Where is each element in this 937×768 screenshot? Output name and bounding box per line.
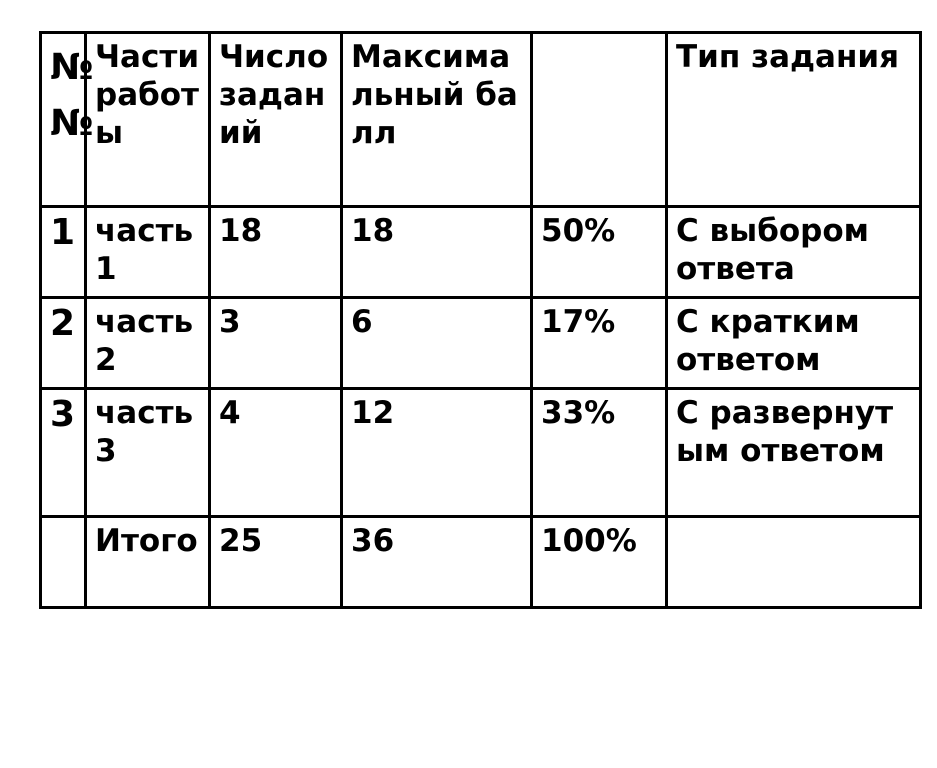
table-row	[41, 298, 921, 389]
row-part	[86, 298, 210, 389]
row-part	[86, 207, 210, 298]
header-part	[86, 33, 210, 207]
row-max-score: 6	[342, 298, 532, 389]
total-type	[667, 517, 921, 608]
row-max-score: 18	[342, 207, 532, 298]
header-max-score	[342, 33, 532, 207]
header-max-score-label: Максимальный балл	[351, 39, 518, 151]
row-part	[86, 389, 210, 517]
total-row	[41, 517, 921, 608]
row-percent: 33%	[532, 389, 667, 517]
total-number	[41, 517, 86, 608]
row-count: 18	[210, 207, 342, 298]
header-type	[667, 33, 921, 207]
table-row	[41, 207, 921, 298]
row-part-label: часть 2	[95, 304, 194, 378]
total-count: 25	[210, 517, 342, 608]
header-number: № №	[41, 33, 86, 207]
header-count	[210, 33, 342, 207]
header-part-label: Части работы	[95, 39, 200, 151]
row-count: 3	[210, 298, 342, 389]
header-count-label: Число заданий	[219, 39, 329, 151]
row-type: С выбором ответа	[667, 207, 921, 298]
row-number: 1	[41, 207, 86, 298]
row-part-label: часть 1	[95, 213, 194, 287]
total-max-score: 36	[342, 517, 532, 608]
row-count: 4	[210, 389, 342, 517]
row-percent: 50%	[532, 207, 667, 298]
summary-table	[39, 31, 922, 609]
header-percent	[532, 33, 667, 207]
row-number: 2	[41, 298, 86, 389]
row-type: С развернутым ответом	[667, 389, 921, 517]
header-type-label: Тип задания	[676, 39, 900, 75]
row-max-score: 12	[342, 389, 532, 517]
table-row	[41, 389, 921, 517]
row-percent: 17%	[532, 298, 667, 389]
total-percent: 100%	[532, 517, 667, 608]
row-part-label: часть 3	[95, 395, 194, 469]
total-part-label: Итого	[95, 523, 198, 559]
header-row	[41, 33, 921, 207]
total-part	[86, 517, 210, 608]
row-type: С кратким ответом	[667, 298, 921, 389]
row-number: 3	[41, 389, 86, 517]
